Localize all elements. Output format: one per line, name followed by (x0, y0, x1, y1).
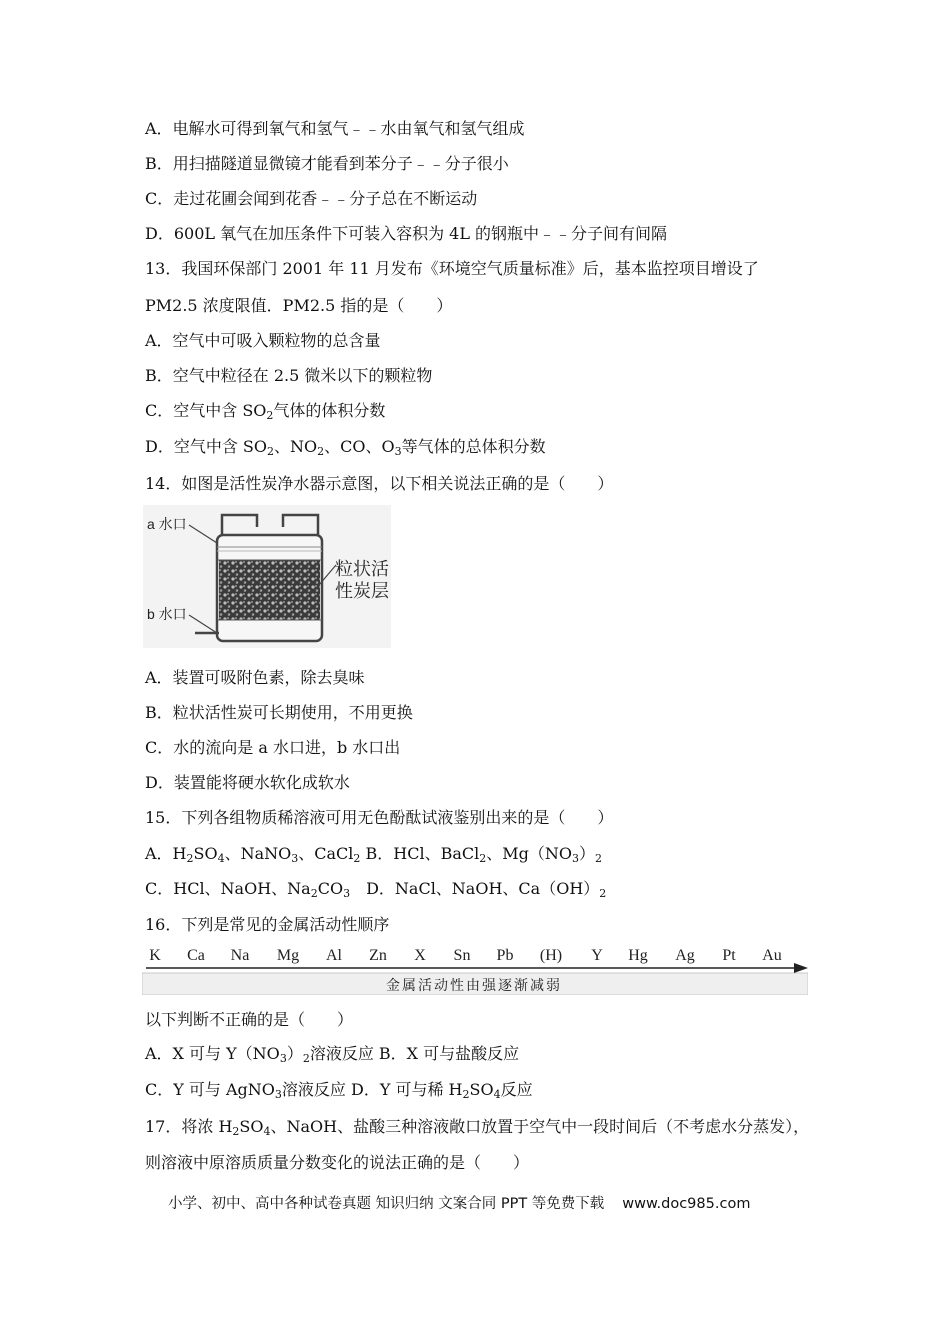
water-purifier-figure (143, 505, 391, 648)
text: B．HCl、BaCl (360, 844, 480, 863)
subscript: 2 (186, 852, 194, 865)
text: 溶液反应 D．Y 可与稀 H (281, 1080, 463, 1099)
text: C．Y 可与 AgNO (145, 1080, 275, 1099)
series-element-10: Y (591, 947, 603, 964)
q16-stem: 16．下列是常见的金属活动性顺序 (145, 915, 390, 934)
q14-option-d: D．装置能将硬水软化成软水 (145, 773, 350, 792)
text: CO (317, 879, 344, 898)
subscript: 4 (493, 1088, 501, 1101)
q13-option-b: B．空气中粒径在 2.5 微米以下的颗粒物 (145, 366, 433, 385)
layer-label-line2: 性炭层 (335, 581, 389, 602)
q16-options-ab (145, 1044, 519, 1064)
subscript: 2 (267, 445, 274, 458)
subscript: 2 (266, 409, 274, 422)
series-element-12: Ag (675, 947, 695, 964)
q15-options-ab (145, 844, 602, 864)
text: 反应 (500, 1080, 533, 1099)
subscript: 3 (394, 445, 402, 458)
text: SO (193, 844, 218, 863)
water-purifier-diagram (143, 505, 391, 648)
q17-stem-line1 (145, 1117, 809, 1137)
series-element-6: X (414, 947, 426, 964)
q13-stem-line2: PM2.5 浓度限值．PM2.5 指的是（ ） (145, 296, 453, 315)
label-b-water-port: b 水口 (147, 606, 187, 622)
text: 、Mg（NO (486, 844, 572, 863)
series-element-7: Sn (453, 947, 471, 964)
series-element-8: Pb (496, 947, 514, 964)
q13-option-a: A．空气中可吸入颗粒物的总含量 (145, 331, 381, 350)
series-element-3: Mg (276, 947, 300, 964)
label-a-water-port: a 水口 (147, 516, 187, 532)
series-element-9: (H) (539, 947, 563, 964)
subscript: 2 (479, 852, 487, 865)
series-element-14: Au (762, 947, 782, 964)
series-element-0: K (149, 947, 161, 964)
text: A．H (145, 844, 187, 863)
subscript: 3 (279, 1052, 287, 1065)
q14-stem: 14．如图是活性炭净水器示意图，以下相关说法正确的是（ ） (145, 474, 614, 493)
subscript: 3 (343, 887, 351, 900)
carbon-layer (219, 560, 320, 620)
subscript: 2 (317, 445, 325, 458)
q13-stem-line1: 13．我国环保部门 2001 年 11 月发布《环境空气质量标准》后，基本监控项目增设了 (145, 259, 759, 278)
q12-option-b: B．用扫描隧道显微镜才能看到苯分子﹣﹣分子很小 (145, 154, 509, 173)
q16-follow-up: 以下判断不正确的是（ ） (145, 1010, 354, 1029)
subscript: 3 (291, 852, 299, 865)
q17-stem-line2: 则溶液中原溶质质量分数变化的说法正确的是（ ） (145, 1153, 530, 1172)
footer-text: 小学、初中、高中各种试卷真题 知识归纳 文案合同 PPT 等免费下载 (168, 1196, 605, 1212)
q15-options-cd (145, 879, 606, 899)
text: 17．将浓 H (145, 1117, 233, 1136)
text: 、CO、O (324, 437, 395, 456)
text: SO (469, 1080, 494, 1099)
layer-label-line1: 粒状活 (335, 559, 389, 580)
text: A．X 可与 Y（NO (145, 1044, 280, 1063)
text: D．空气中含 SO (145, 437, 267, 456)
series-element-5: Zn (369, 947, 387, 964)
text: 、NaNO (224, 844, 292, 863)
subscript: 2 (599, 887, 607, 900)
subscript: 3 (572, 852, 579, 865)
text: 溶液反应 B．X 可与盐酸反应 (309, 1044, 520, 1063)
q12-option-d: D．600L 氧气在加压条件下可装入容积为 4L 的钢瓶中﹣﹣分子间有间隔 (145, 224, 668, 243)
text: 等气体的总体积分数 (401, 437, 546, 456)
text: ） (286, 1044, 303, 1063)
subscript: 2 (462, 1088, 470, 1101)
subscript: 4 (217, 852, 225, 865)
text: ） (579, 844, 596, 863)
text: 气体的体积分数 (273, 401, 386, 420)
q12-option-c: C．走过花圃会闻到花香﹣﹣分子总在不断运动 (145, 189, 478, 208)
page-footer (168, 1192, 750, 1213)
series-element-4: Al (326, 947, 342, 964)
series-element-2: Na (230, 947, 250, 964)
text: C．HCl、NaOH、Na (145, 879, 311, 898)
text: SO (239, 1117, 264, 1136)
q13-option-c (145, 401, 385, 421)
subscript: 3 (274, 1088, 282, 1101)
metal-activity-series (142, 943, 808, 995)
q16-options-cd (145, 1080, 533, 1100)
text: 、CaCl (298, 844, 354, 863)
series-element-11: Hg (628, 947, 648, 964)
series-element-1: Ca (187, 947, 205, 964)
text: 、NO (274, 437, 318, 456)
text: C．空气中含 SO (145, 401, 267, 420)
series-caption: 金属活动性由强逐渐减弱 (386, 978, 562, 994)
subscript: 2 (310, 887, 318, 900)
subscript: 2 (353, 852, 361, 865)
text: 、NaOH、盐酸三种溶液敞口放置于空气中一段时间后（不考虑水分蒸发）， (270, 1117, 810, 1136)
q15-stem: 15．下列各组物质稀溶液可用无色酚酞试液鉴别出来的是（ ） (145, 808, 614, 827)
subscript: 2 (595, 852, 603, 865)
q13-option-d (145, 437, 546, 457)
text: D．NaCl、NaOH、Ca（OH） (350, 879, 600, 898)
activity-series-figure (142, 943, 808, 995)
subscript: 2 (232, 1125, 240, 1138)
q14-option-b: B．粒状活性炭可长期使用，不用更换 (145, 703, 413, 722)
q14-option-a: A．装置可吸附色素，除去臭味 (145, 668, 365, 687)
subscript: 4 (263, 1125, 271, 1138)
series-element-13: Pt (722, 947, 736, 964)
q12-option-a: A．电解水可得到氧气和氢气﹣﹣水由氧气和氢气组成 (145, 119, 525, 138)
footer-link[interactable]: www.doc985.com (622, 1196, 751, 1212)
subscript: 2 (302, 1052, 310, 1065)
q14-option-c: C．水的流向是 a 水口进，b 水口出 (145, 738, 401, 757)
